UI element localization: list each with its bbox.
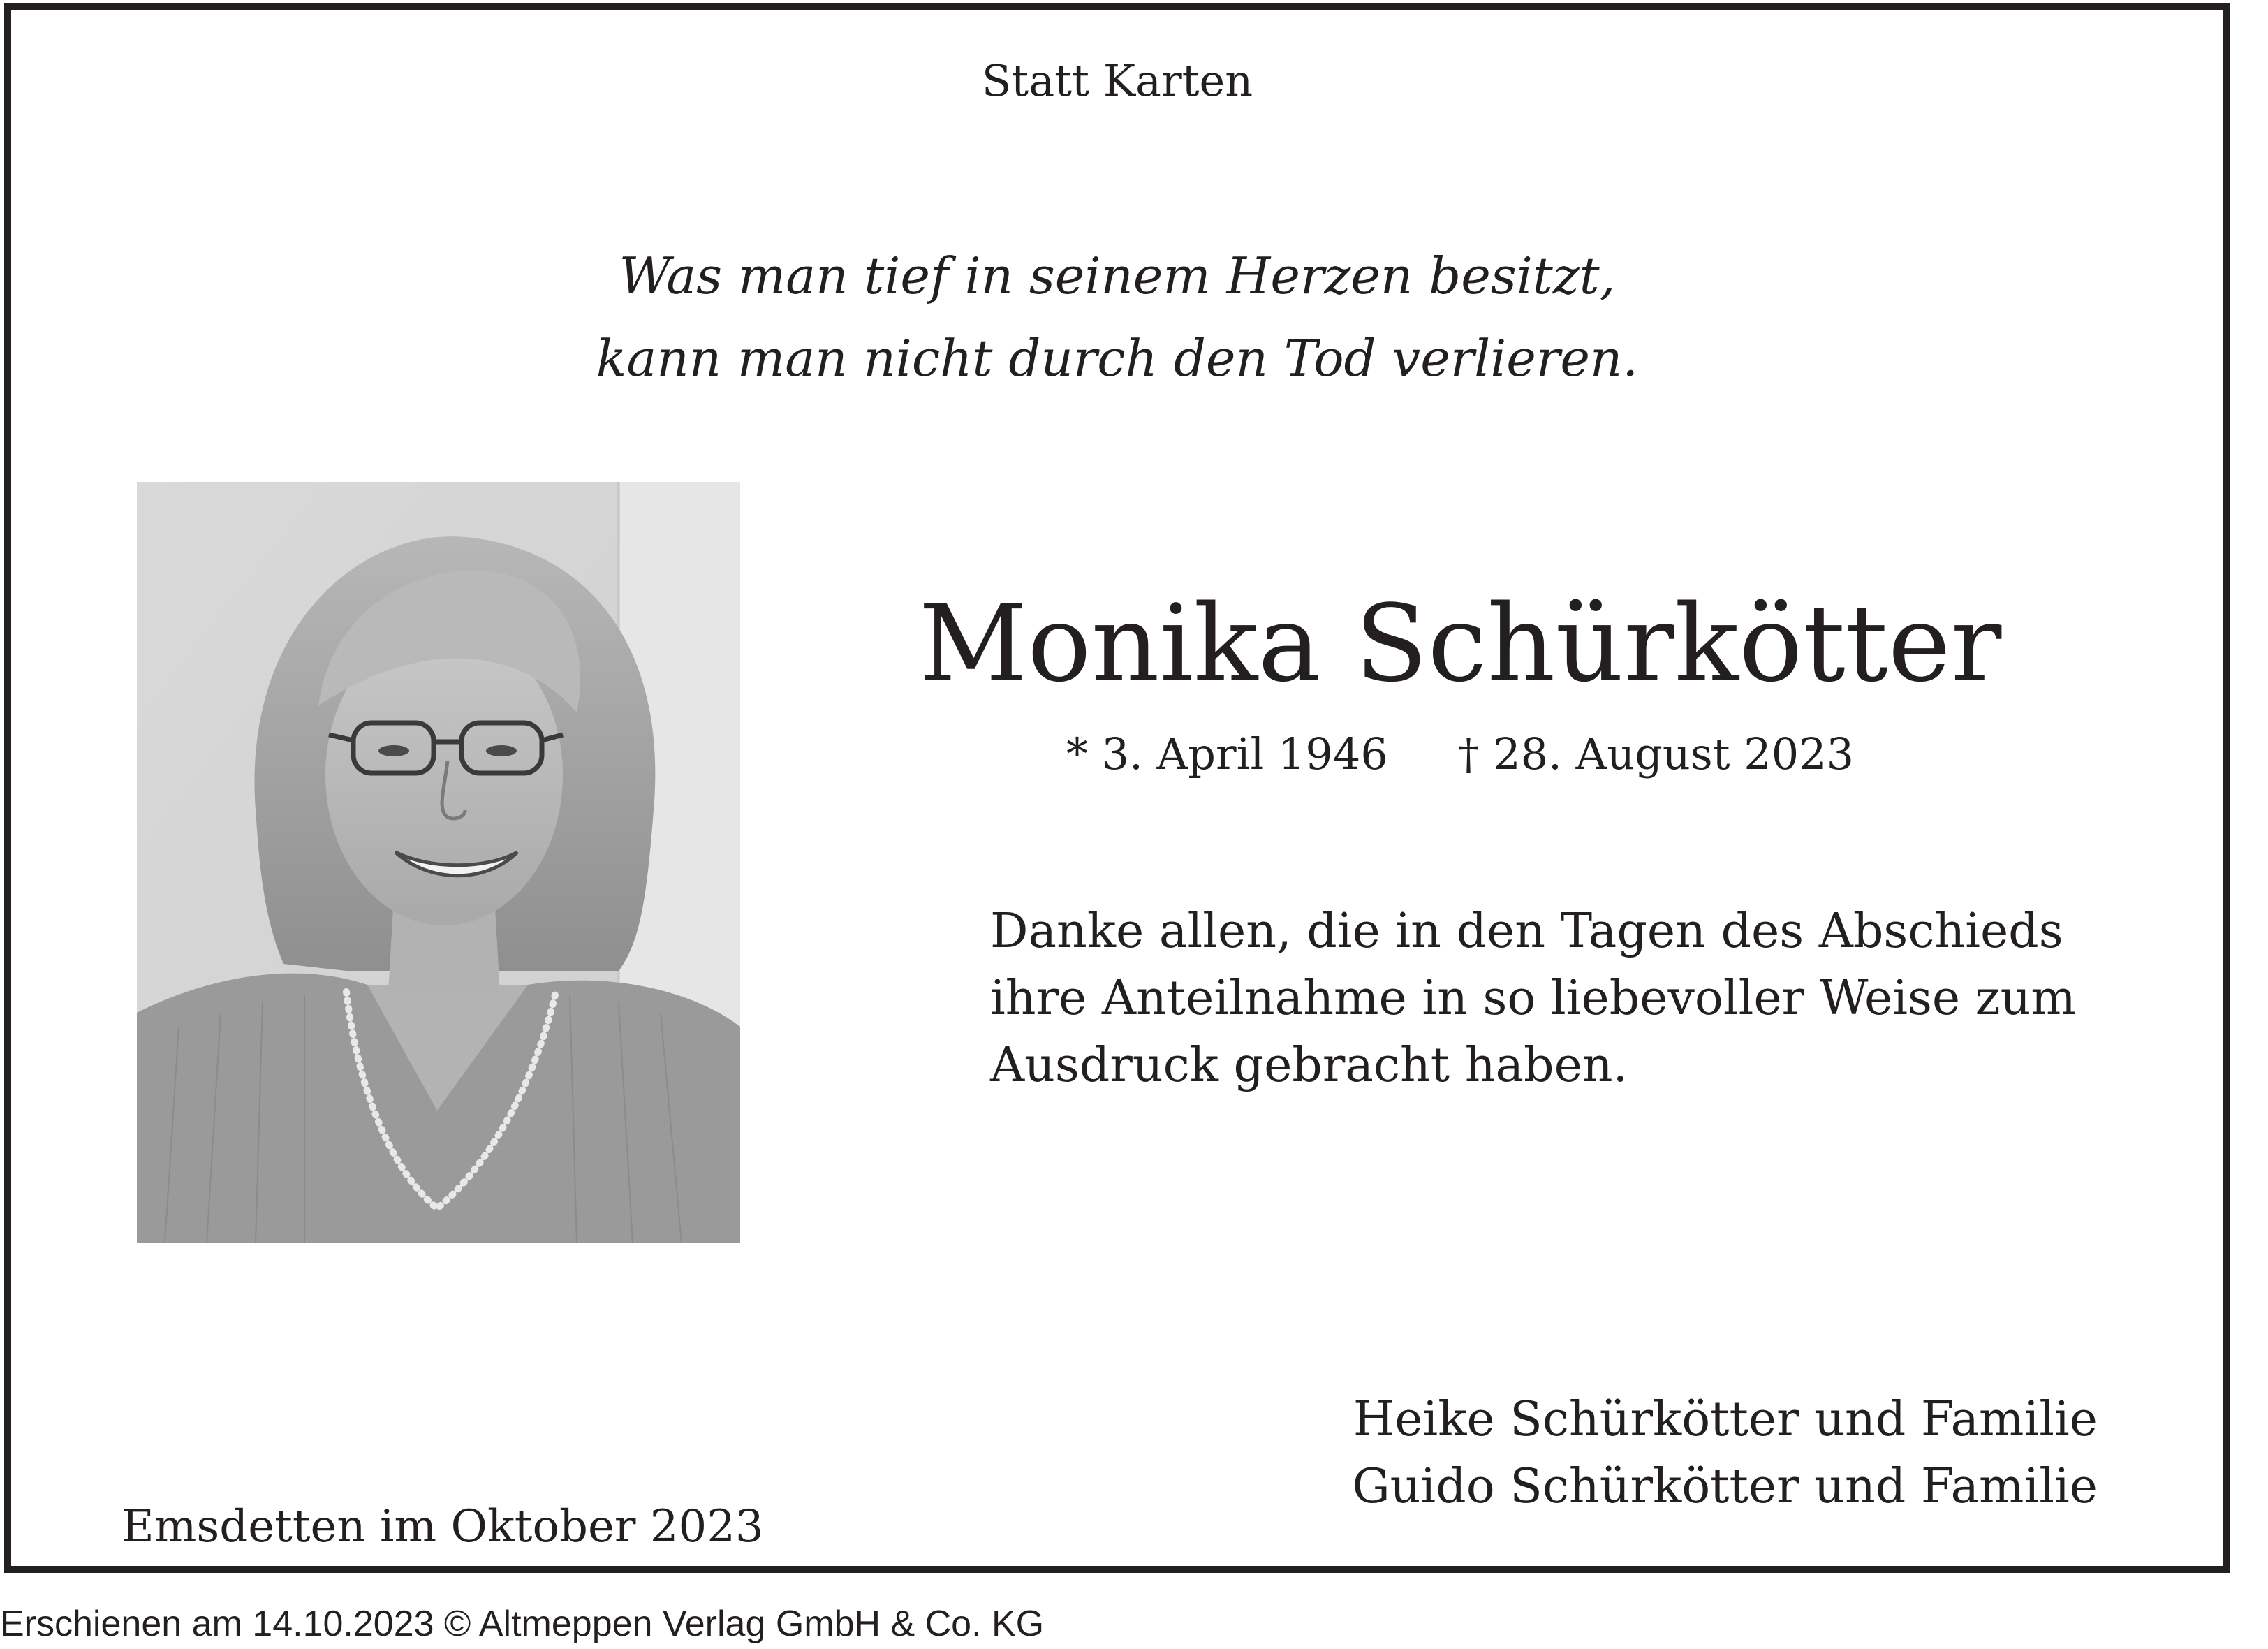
thanks-line-1: Danke allen, die in den Tagen des Abschieds <box>990 904 2063 959</box>
header-statt-karten: Statt Karten <box>981 55 1253 106</box>
quote-line-2: kann man nicht durch den Tod verlieren. <box>596 329 1639 388</box>
death-date: † 28. August 2023 <box>1457 728 1855 779</box>
place-and-date: Emsdetten im Oktober 2023 <box>122 1501 764 1553</box>
thanks-line-3: Ausdruck gebracht haben. <box>990 1038 1628 1093</box>
signature-line-1: Heike Schürkötter und Familie <box>1353 1392 2098 1447</box>
obituary-notice <box>4 3 2230 1573</box>
thanks-line-2: ihre Anteilnahme in so liebevoller Weise zum <box>990 971 2076 1026</box>
publication-footer: Erschienen am 14.10.2023 © Altmeppen Verlag GmbH & Co. KG <box>0 1604 1045 1644</box>
birth-date: * 3. April 1946 <box>1066 728 1388 779</box>
portrait-illustration <box>137 482 740 1243</box>
quote-line-1: Was man tief in seinem Herzen besitzt, <box>619 247 1616 305</box>
signature-line-2: Guido Schürkötter und Familie <box>1352 1459 2098 1514</box>
portrait-photo <box>137 482 740 1243</box>
life-dates <box>905 726 2015 782</box>
deceased-name: Monika Schürkötter <box>918 582 2002 705</box>
